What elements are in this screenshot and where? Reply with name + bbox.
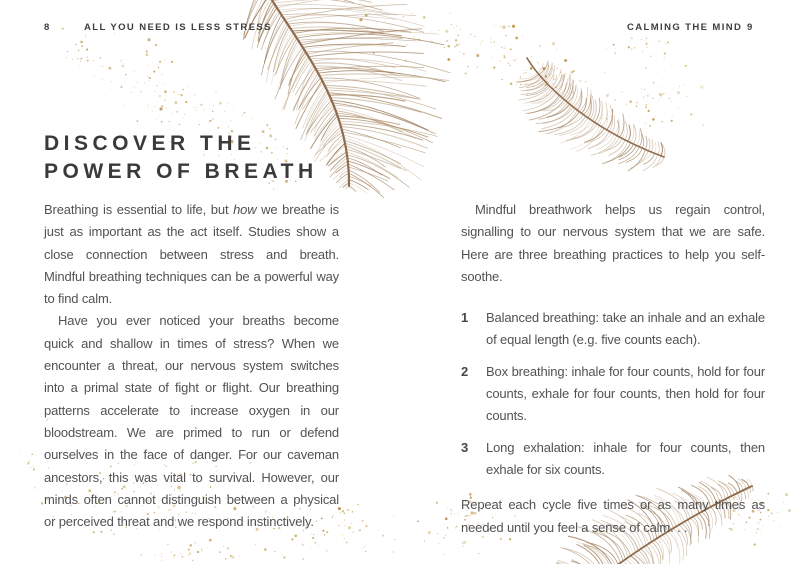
paragraph-stress-response: Have you ever noticed your breaths become quick and shallow in times of stress? When we encounter a threat, our nervous system switches into a primal state of fight or flight. Our breathing patterns accelerate to increase oxygen in our bloodstream. We are primed to run or defend ourselves in the face of danger. For our caveman ancestors, this was vital to survival. However, our minds often cannot distinguish between a physical or perceived threat and we respond instinctively. — [44, 313, 339, 530]
running-head-left: ALL YOU NEED IS LESS STRESS — [84, 22, 272, 33]
list-number: 1 — [461, 310, 469, 326]
italic-word: how — [233, 202, 257, 217]
right-page-column — [461, 199, 765, 539]
page-number-right: 9 — [747, 22, 754, 33]
page-number-left: 8 — [44, 22, 51, 33]
list-item — [461, 307, 765, 352]
list-text: Long exhalation: inhale for four counts, then exhale for six counts. — [486, 439, 765, 477]
title-line-1: DISCOVER THE — [44, 132, 256, 155]
left-page-column — [44, 130, 339, 533]
text-run: Breathing is essential to life, but — [44, 202, 234, 217]
list-text: Balanced breathing: take an inhale and an exhale of equal length (e.g. five counts each). — [486, 310, 765, 348]
paragraph-repeat: Repeat each cycle five times or as many times as needed until you feel a sense of calm. . . — [461, 497, 765, 535]
paragraph-breathing-intro — [44, 199, 339, 310]
running-head-right: CALMING THE MIND — [627, 22, 743, 33]
list-item — [461, 437, 765, 482]
breathing-practices-list — [461, 307, 765, 481]
list-item — [461, 361, 765, 428]
list-number: 2 — [461, 363, 469, 379]
text-run: we breathe is just as important as the act itself. Studies show a close connection between stress and breath. Mindful breathing techniques can be a powerful way to find calm. — [44, 202, 339, 307]
list-number: 3 — [461, 439, 469, 455]
chapter-title — [44, 130, 339, 186]
title-line-2: POWER OF BREATH — [44, 160, 318, 183]
paragraph-breathwork: Mindful breathwork helps us regain control, signalling to our nervous system that we are safe. Here are three breathing practices to help you self-soothe. — [461, 202, 765, 284]
list-text: Box breathing: inhale for four counts, hold for four counts, exhale for four counts, then hold for four counts. — [486, 363, 765, 424]
